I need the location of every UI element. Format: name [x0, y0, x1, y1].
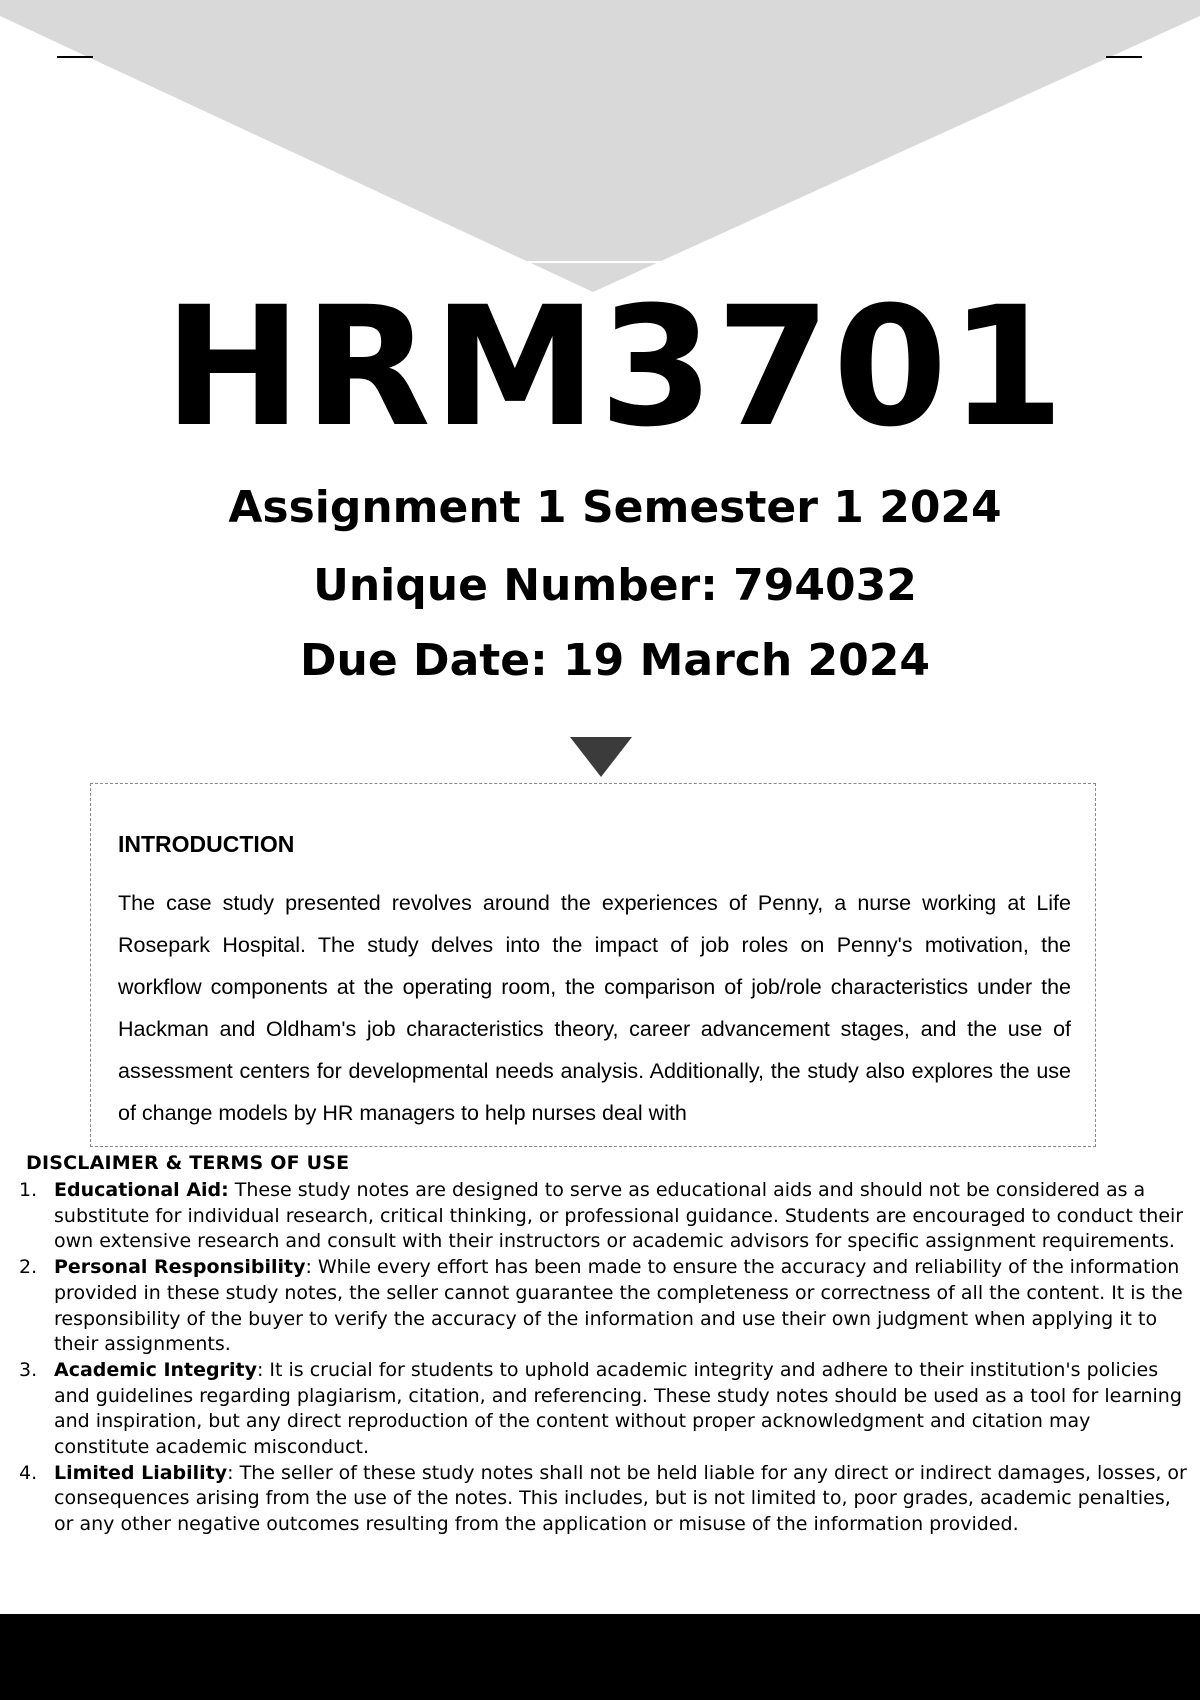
list-item-number: 2.: [19, 1256, 38, 1279]
header-banner: [0, 0, 1200, 300]
list-item: [0, 1358, 1200, 1461]
list-item-number: 1.: [19, 1179, 38, 1201]
assignment-subtitle: Assignment 1 Semester 1 2024: [228, 482, 1002, 533]
corner-line-right: [1106, 56, 1142, 58]
course-code-title: HRM3701: [163, 271, 1067, 463]
term-text: These study notes are designed to serve as educational aids and should not be considered as a substitute for individual research, critical thinking, or professional guidance. Students are encouraged to conduct their own extensive research and consult with their instructors or academic advisors for specific assignment requirements.: [54, 1179, 1184, 1253]
list-item: [0, 1255, 1200, 1358]
banner-chevron: [0, 0, 1200, 292]
disclaimer-title: DISCLAIMER & TERMS OF USE: [26, 1152, 350, 1174]
introduction-box: [90, 783, 1096, 1147]
term-text: : While every effort has been made to ensure the accuracy and reliability of the information provided in these study notes, the seller cannot guarantee the completeness or correctness of all the content. It is the responsibility of the buyer to verify the accuracy of the information and use their own judgment when applying it to their assignments.: [54, 1256, 1183, 1356]
list-item: [0, 1178, 1200, 1255]
terms-list: [0, 1178, 1200, 1538]
introduction-text: The case study presented revolves around the experiences of Penny, a nurse working at Life Rosepark Hospital. The study delves into the impact of job roles on Penny's motivation, the workflow components at the operating room, the comparison of job/role characteristics under the Hackman and Oldham's job characteristics theory, career advancement stages, and the use of assessment centers for developmental needs analysis. Additionally, the study also explores the use of change models by HR managers to help nurses deal with: [118, 891, 1071, 1125]
due-date-subtitle: Due Date: 19 March 2024: [300, 635, 930, 686]
term-label: Educational Aid:: [54, 1179, 229, 1201]
corner-line-left: [57, 56, 93, 58]
term-text: : It is crucial for students to uphold academic integrity and adhere to their institution's policies and guidelines regarding plagiarism, citation, and referencing. These study notes should be used as a tool for learning and inspiration, but any direct reproduction of the content without proper acknowledgment and citation may constitute academic misconduct.: [54, 1358, 1182, 1459]
list-item-number: 4.: [19, 1461, 38, 1484]
term-text: : The seller of these study notes shall not be held liable for any direct or indirect damages, losses, or consequences arising from the use of the notes. This includes, but is not limited to, poor grades, academic penalties, or any other negative outcomes resulting from the application or misuse of the information provided.: [54, 1461, 1187, 1536]
term-label: Academic Integrity: [54, 1358, 257, 1381]
introduction-heading: INTRODUCTION: [118, 831, 295, 857]
footer-bar: [0, 1614, 1200, 1700]
term-label: Limited Liability: [54, 1461, 228, 1484]
list-item-number: 3.: [19, 1358, 38, 1381]
term-label: Personal Responsibility: [54, 1256, 306, 1279]
list-item: [0, 1461, 1200, 1538]
unique-number-subtitle: Unique Number: 794032: [313, 560, 917, 611]
down-arrow-icon: [570, 737, 632, 777]
